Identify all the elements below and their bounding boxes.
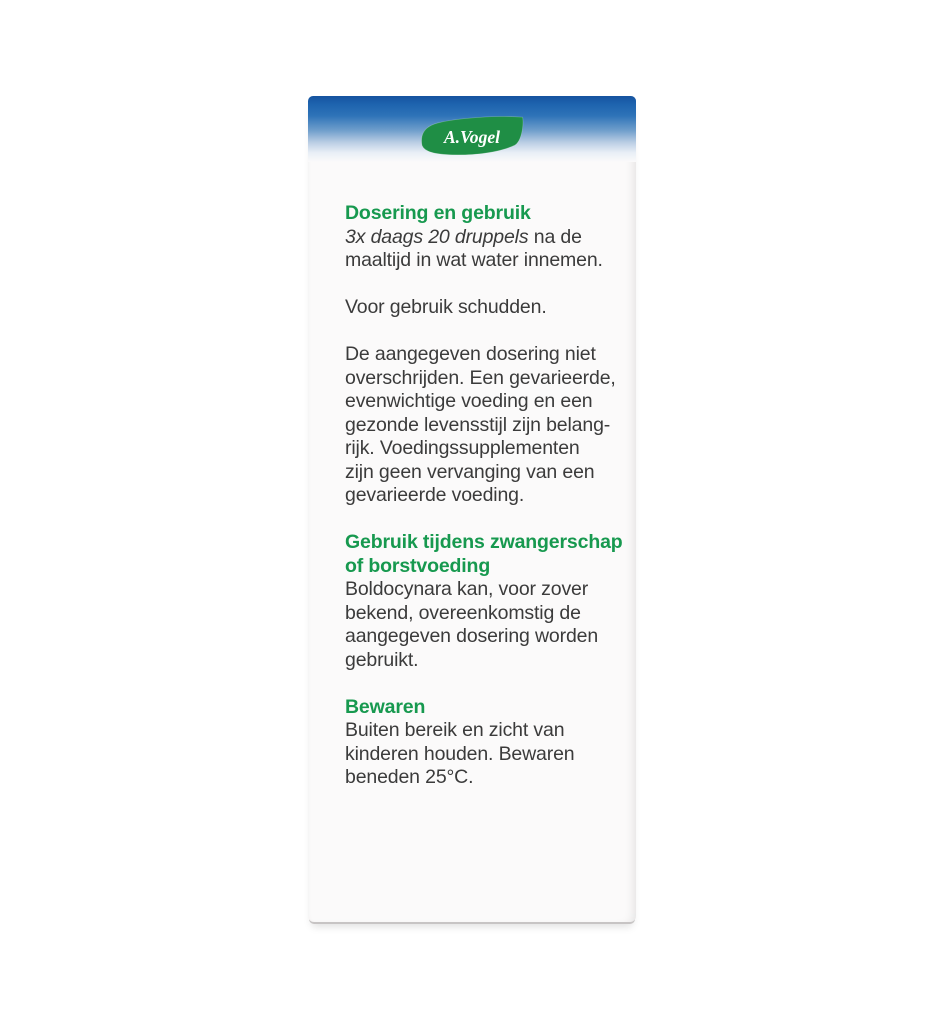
section-heading-dosage: Dosering en gebruik <box>345 202 531 224</box>
warning-paragraph <box>345 343 623 508</box>
warning-line: gezonde levensstijl zijn belang- <box>345 413 611 436</box>
pregnancy-line: gebruikt. <box>345 648 419 671</box>
storage-paragraph <box>345 719 623 790</box>
avogel-logo <box>420 113 524 159</box>
shake-instruction: Voor gebruik schudden. <box>345 296 547 318</box>
pregnancy-line: aangegeven dosering worden <box>345 625 599 647</box>
warning-line: De aangegeven dosering niet <box>345 343 596 365</box>
warning-line: zijn geen vervanging van een <box>345 460 595 483</box>
leaf-logo-icon <box>420 113 524 159</box>
dosage-line <box>345 226 623 250</box>
section-heading-storage: Bewaren <box>345 695 426 718</box>
dosage-amount-italic: 3x daags 20 druppels <box>345 225 529 248</box>
section-heading-pregnancy: Gebruik tijdens zwangerschap <box>345 531 623 553</box>
pregnancy-line: Boldocynara kan, voor zover <box>345 578 589 600</box>
pregnancy-paragraph <box>345 578 623 672</box>
logo-text: A.Vogel <box>443 127 501 148</box>
panel-text <box>345 202 623 790</box>
warning-line: rijk. Voedingssupplementen <box>345 437 580 459</box>
warning-line: evenwichtige voeding en een <box>345 390 593 412</box>
warning-line: overschrijden. Een gevarieerde, <box>345 366 616 389</box>
storage-line: beneden 25°C. <box>345 766 474 788</box>
package-box <box>308 96 636 922</box>
warning-line: gevarieerde voeding. <box>345 484 525 506</box>
storage-line: kinderen houden. Bewaren <box>345 742 575 765</box>
storage-line: Buiten bereik en zicht van <box>345 719 565 741</box>
dosage-line-rest: na de <box>528 225 582 248</box>
dosage-line: maaltijd in wat water innemen. <box>345 249 603 271</box>
section-heading-pregnancy: of borstvoeding <box>345 554 491 577</box>
pregnancy-line: bekend, overeenkomstig de <box>345 601 581 624</box>
